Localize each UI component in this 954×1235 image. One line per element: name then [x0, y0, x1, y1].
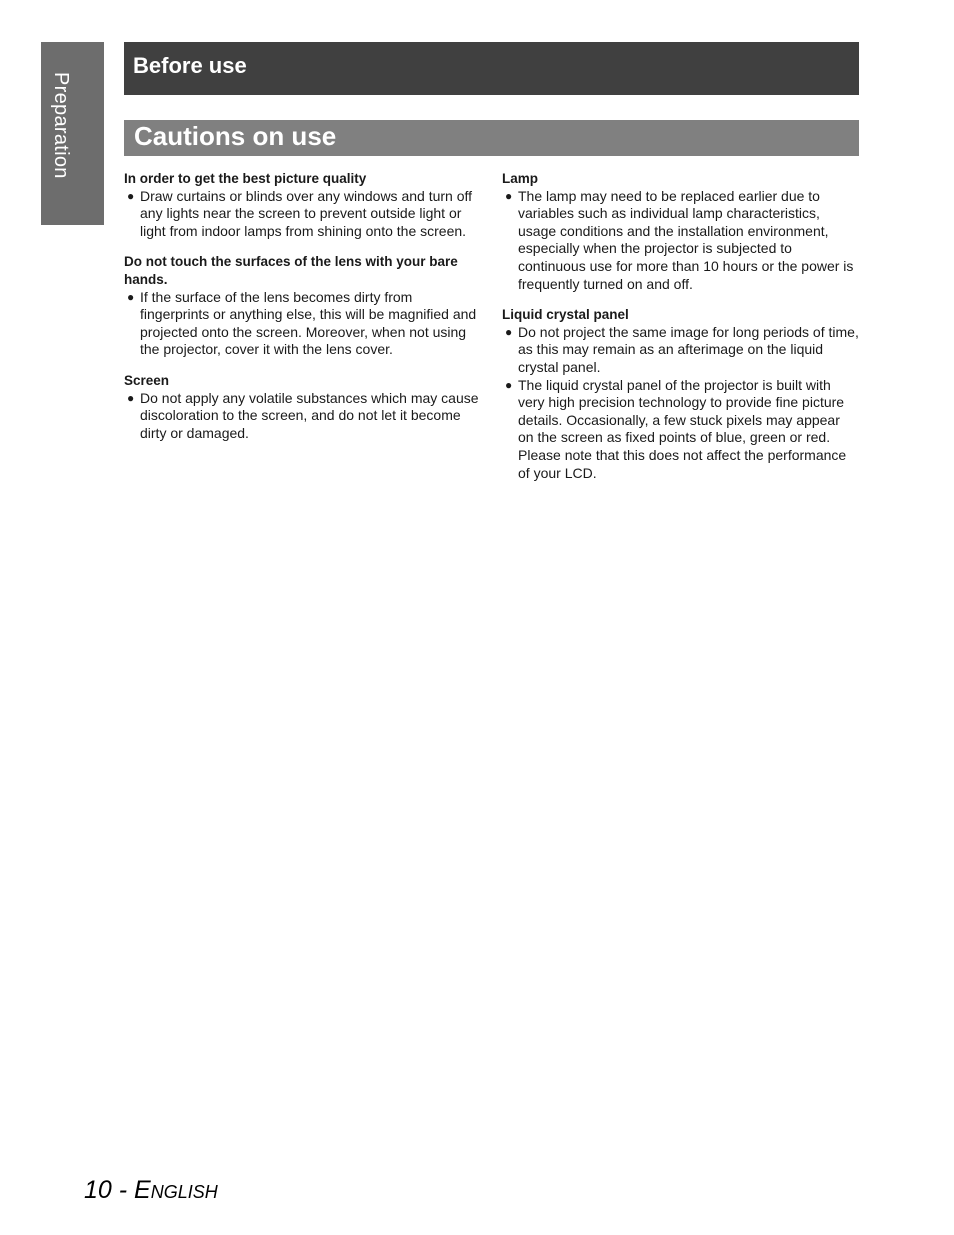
caution-heading: Lamp — [502, 171, 539, 186]
caution-heading: Screen — [124, 372, 170, 388]
bullet-dot-icon: ● — [127, 188, 135, 203]
caution-bullet — [502, 324, 859, 377]
caution-bullet — [502, 377, 859, 483]
section-header-bar — [124, 42, 859, 95]
page-number: 10 — [84, 1176, 112, 1204]
caution-block-lcd-panel — [502, 306, 859, 482]
caution-bullet-text: Do not apply any volatile substances which may cause discoloration to the screen, and do not let it become dirty or damaged. — [140, 389, 479, 441]
section-title: Before use — [133, 53, 247, 78]
bullet-dot-icon: ● — [127, 289, 135, 304]
bullet-dot-icon: ● — [505, 188, 513, 203]
caution-bullet — [502, 188, 859, 294]
bullet-dot-icon: ● — [505, 377, 513, 392]
caution-block-lens — [124, 253, 482, 359]
caution-heading: Liquid crystal panel — [502, 307, 629, 323]
bullet-dot-icon: ● — [127, 390, 135, 405]
caution-block-picture-quality — [124, 170, 482, 240]
side-tab-label: Preparation — [50, 72, 72, 179]
caution-heading: In order to get the best picture quality — [124, 171, 367, 186]
caution-heading: Do not touch the surfaces of the lens with your bare hands. — [124, 254, 458, 287]
caution-bullet-text: The liquid crystal panel of the projector is built with very high precision technology to provide fine picture details. Occasionally, a few stuck pixels may appear on the screen as fixed points of blue, green or red. Please note that this does not affect the performance of your LCD. — [518, 376, 847, 481]
left-column — [124, 170, 482, 455]
caution-block-screen — [124, 372, 482, 442]
footer-language: English — [134, 1176, 218, 1204]
footer-separator: - — [118, 1176, 128, 1204]
caution-bullet-text: Do not project the same image for long periods of time, as this may remain as an afterimage on the liquid crystal panel. — [518, 323, 859, 375]
caution-bullet-text: The lamp may need to be replaced earlier due to variables such as individual lamp characteristics, usage conditions and the installation environment, especially when the projector is subjected to continuous use for more than 10 hours or the power is frequently turned on and off. — [518, 187, 854, 292]
caution-block-lamp — [502, 170, 859, 293]
side-tab — [41, 42, 104, 225]
caution-bullet-text: Draw curtains or blinds over any windows and turn off any lights near the screen to prevent outside light or light from indoor lamps from shining onto the screen. — [140, 187, 473, 239]
caution-bullet — [124, 289, 482, 359]
bullet-dot-icon: ● — [505, 324, 513, 339]
right-column — [502, 170, 859, 495]
page-footer — [84, 1176, 218, 1205]
caution-bullet — [124, 390, 482, 443]
page-title: Cautions on use — [134, 121, 337, 151]
caution-bullet-text: If the surface of the lens becomes dirty from fingerprints or anything else, this will be magnified and projected onto the screen. Moreover, when not using the projector, cover it with the lens cover. — [140, 288, 477, 358]
caution-bullet — [124, 188, 482, 241]
page-title-bar — [124, 120, 859, 156]
